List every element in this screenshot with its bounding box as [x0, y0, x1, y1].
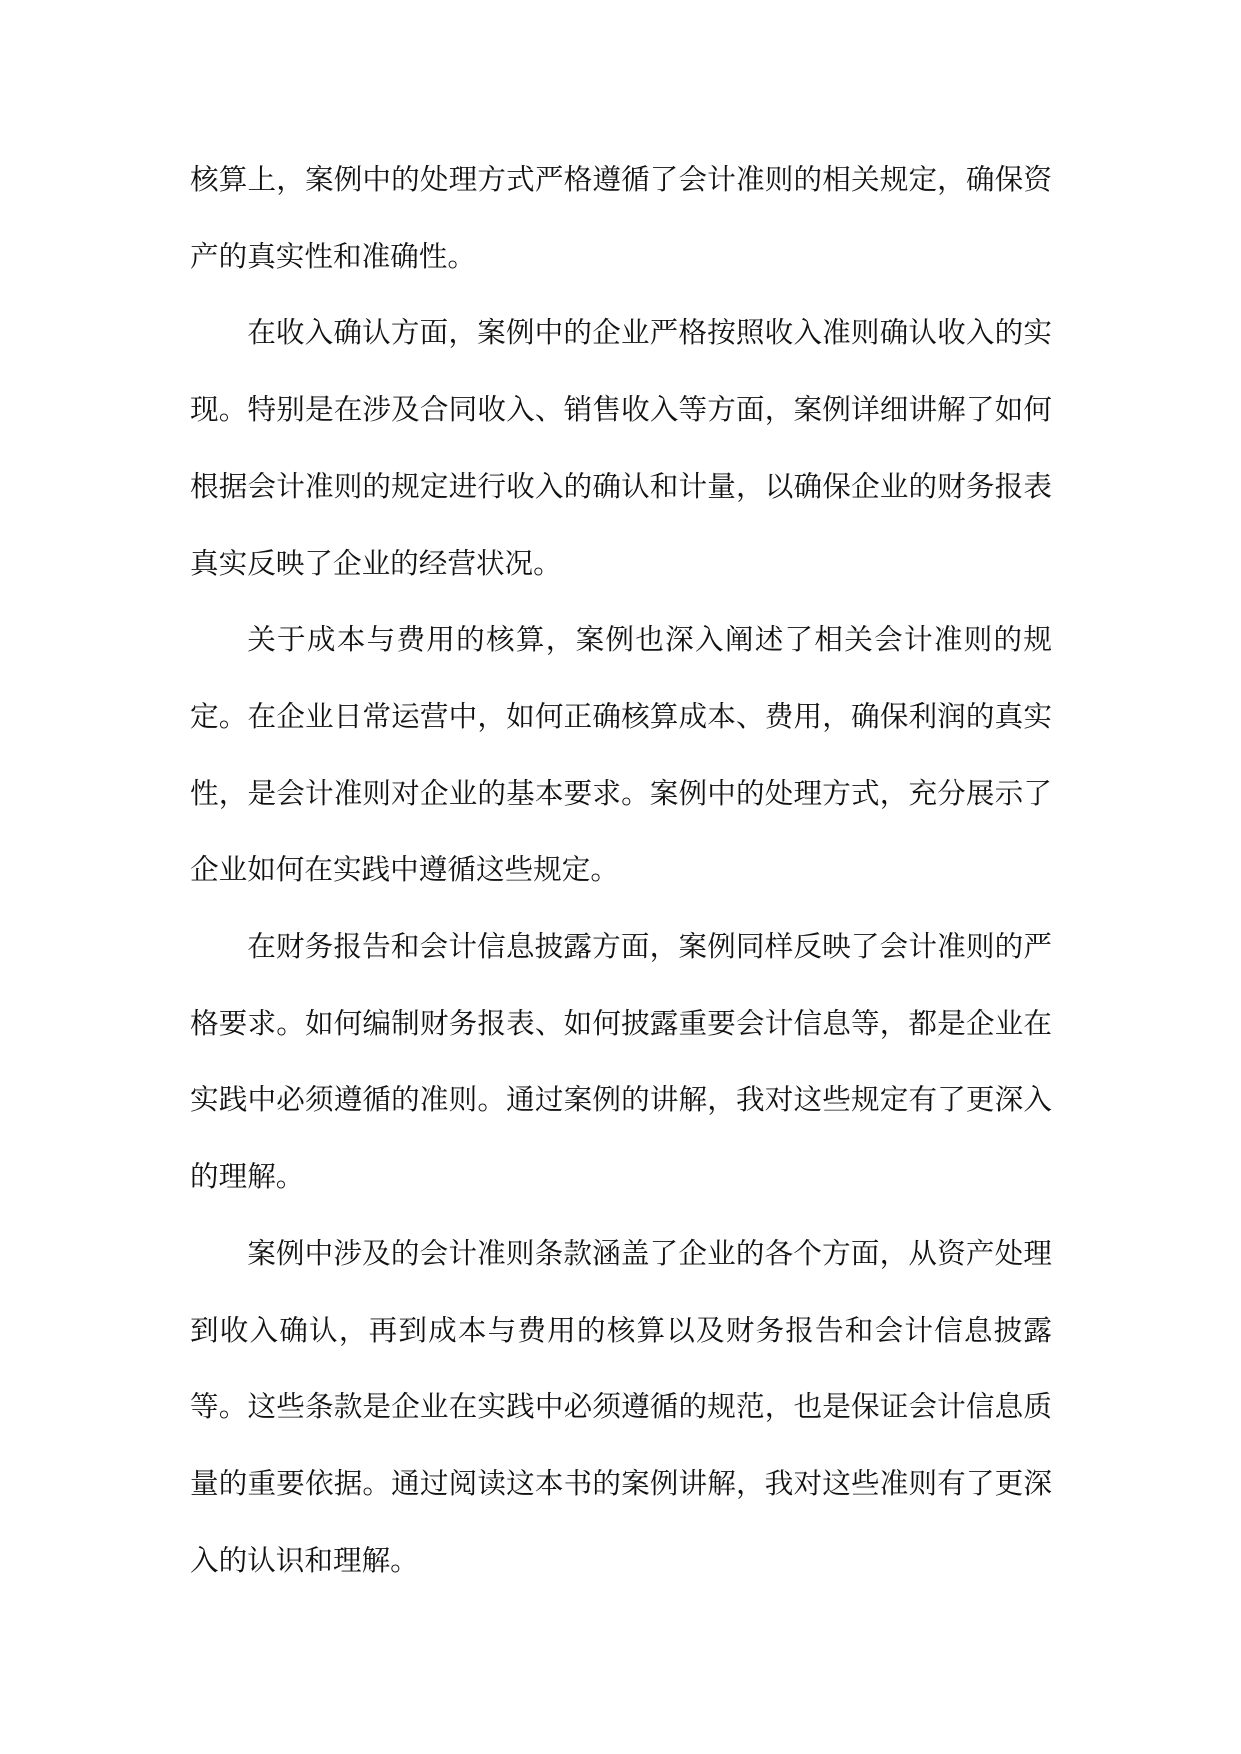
paragraph-3: 关于成本与费用的核算，案例也深入阐述了相关会计准则的规定。在企业日常运营中，如何正确核算成本、费用，确保利润的真实性，是会计准则对企业的基本要求。案例中的处理方式，充分展示了企业如何在实践中遵循这些规定。	[190, 622, 1052, 887]
paragraph-1: 核算上，案例中的处理方式严格遵循了会计准则的相关规定，确保资产的真实性和准确性。	[190, 162, 1052, 273]
document-body	[190, 141, 1052, 1598]
paragraph-5: 案例中涉及的会计准则条款涵盖了企业的各个方面，从资产处理到收入确认，再到成本与费用的核算以及财务报告和会计信息披露等。这些条款是企业在实践中必须遵循的规范，也是保证会计信息质量的重要依据。通过阅读这本书的案例讲解，我对这些准则有了更深入的认识和理解。	[190, 1235, 1052, 1577]
paragraph-2: 在收入确认方面，案例中的企业严格按照收入准则确认收入的实现。特别是在涉及合同收入、销售收入等方面，案例详细讲解了如何根据会计准则的规定进行收入的确认和计量，以确保企业的财务报表真实反映了企业的经营状况。	[190, 315, 1052, 580]
paragraph-4: 在财务报告和会计信息披露方面，案例同样反映了会计准则的严格要求。如何编制财务报表、如何披露重要会计信息等，都是企业在实践中必须遵循的准则。通过案例的讲解，我对这些规定有了更深入的理解。	[190, 929, 1052, 1194]
